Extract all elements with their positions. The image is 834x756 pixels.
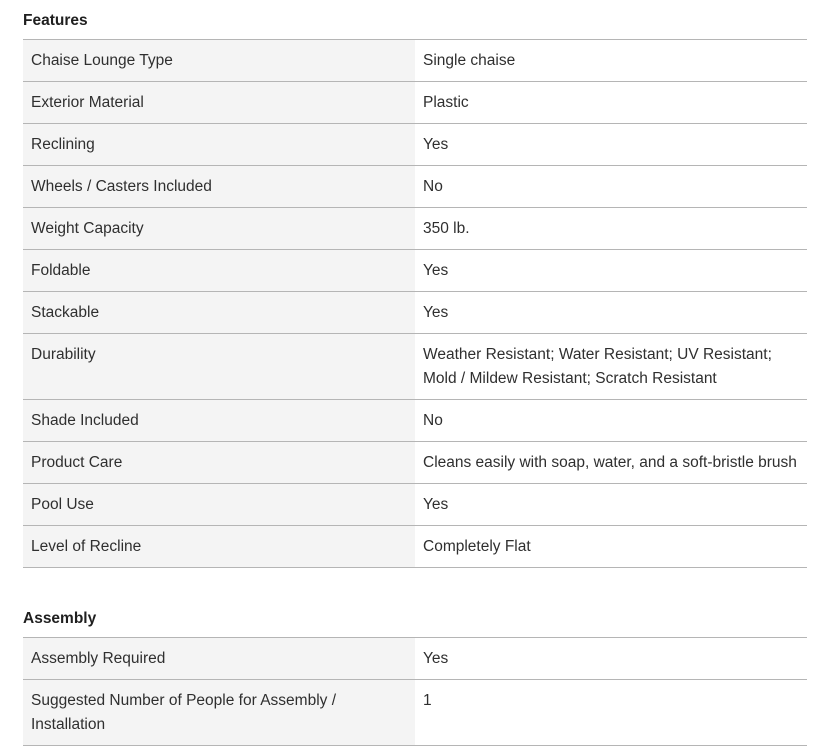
- table-row: [23, 484, 807, 526]
- spec-value: Yes: [415, 124, 807, 166]
- spec-value: Yes: [415, 484, 807, 526]
- table-row: [23, 124, 807, 166]
- spec-value: Cleans easily with soap, water, and a soft-bristle brush: [415, 442, 807, 484]
- spec-label: Weight Capacity: [23, 208, 415, 250]
- table-row: [23, 208, 807, 250]
- spec-label: Stackable: [23, 292, 415, 334]
- spec-value: No: [415, 166, 807, 208]
- spec-value: Plastic: [415, 82, 807, 124]
- features-table: [23, 40, 807, 568]
- table-row: [23, 526, 807, 568]
- assembly-heading: Assembly: [23, 598, 807, 638]
- assembly-table: [23, 638, 807, 746]
- spec-label: Chaise Lounge Type: [23, 40, 415, 82]
- spec-value: 1: [415, 680, 807, 746]
- assembly-section: [23, 598, 807, 746]
- spec-label: Shade Included: [23, 400, 415, 442]
- table-row: [23, 680, 807, 746]
- table-row: [23, 400, 807, 442]
- table-row: [23, 638, 807, 680]
- table-row: [23, 166, 807, 208]
- spec-value: 350 lb.: [415, 208, 807, 250]
- spec-value: Single chaise: [415, 40, 807, 82]
- table-row: [23, 82, 807, 124]
- table-row: [23, 250, 807, 292]
- spec-label: Assembly Required: [23, 638, 415, 680]
- spec-value: Yes: [415, 292, 807, 334]
- spec-label: Level of Recline: [23, 526, 415, 568]
- table-row: [23, 334, 807, 400]
- spec-label: Pool Use: [23, 484, 415, 526]
- spec-value: Yes: [415, 250, 807, 292]
- table-row: [23, 442, 807, 484]
- spec-value: No: [415, 400, 807, 442]
- features-section: [23, 0, 807, 568]
- table-row: [23, 292, 807, 334]
- spec-label: Product Care: [23, 442, 415, 484]
- spec-label: Suggested Number of People for Assembly / Installation: [23, 680, 415, 746]
- spec-value: Yes: [415, 638, 807, 680]
- spec-value: Weather Resistant; Water Resistant; UV Resistant; Mold / Mildew Resistant; Scratch Resistant: [415, 334, 807, 400]
- spec-label: Reclining: [23, 124, 415, 166]
- features-heading: Features: [23, 0, 807, 40]
- spec-label: Durability: [23, 334, 415, 400]
- spec-label: Foldable: [23, 250, 415, 292]
- spec-value: Completely Flat: [415, 526, 807, 568]
- spec-label: Wheels / Casters Included: [23, 166, 415, 208]
- table-row: [23, 40, 807, 82]
- spec-label: Exterior Material: [23, 82, 415, 124]
